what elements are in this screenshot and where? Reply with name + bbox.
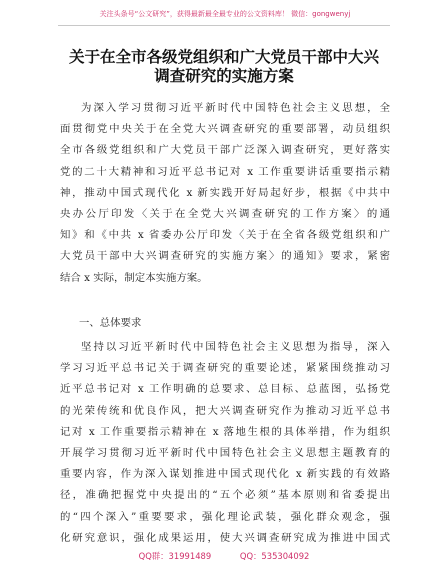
paragraph-line: 学习习近平总书记关于调查研究的重要论述，紧紧围绕推动习: [60, 362, 390, 375]
footer-qq: QQ：535304092: [239, 551, 310, 561]
paragraph-line: 开展学习贯彻习近平新时代中国特色社会主义思想主题教育的: [60, 446, 390, 459]
footer-qq-group: QQ群：31991489: [138, 551, 212, 561]
paragraph-line: 为深入学习贯彻习近平新时代中国特色社会主义思想，全: [81, 102, 390, 114]
paragraph-line: 径，准确把握党中央提出的“五个必须”基本原则和省委提出: [60, 489, 390, 502]
footer-contact: [0, 550, 448, 562]
header-banner: 关注头条号“公文研究”，获得最新最全最专业的公文资料库！ 微信：gongwenyj: [99, 10, 351, 18]
paragraph-line: 的光荣传统和优良作风，把大兴调查研究作为推动习近平总书: [60, 404, 390, 417]
paragraph-line: 神，推动中国式现代化 x 新实践开好局起好步，根据《中共中: [60, 186, 390, 199]
paragraph-line: 记对 x 工作重要指示精神在 x 落地生根的具体举措，作为组织: [60, 425, 390, 438]
paragraph-line: 党的二十大精神和习近平总书记对 x 工作重要讲话重要指示精: [60, 165, 390, 178]
paragraph-line: 知》和《中共 x 省委办公厅印发〈关于在全省各级党组织和广: [60, 229, 390, 242]
general-requirements-paragraph: [60, 337, 390, 549]
intro-paragraph: [60, 98, 390, 289]
title-line: 关于在全市各级党组织和广大党员干部中大兴: [68, 48, 379, 66]
paragraph-line: 央办公厅印发〈关于在全党大兴调查研究的工作方案〉的通: [60, 207, 390, 220]
paragraph-line: 全市各级党组织和广大党员干部广泛深入调查研究，更好落实: [60, 144, 390, 157]
title-line: 调查研究的实施方案: [154, 67, 294, 85]
paragraph-line: 重要内容，作为深入谋划推进中国式现代化 x 新实践的有效路: [60, 468, 390, 481]
paragraph-line: 近平总书记对 x 工作明确的总要求、总目标、总蓝图，弘扬党: [60, 383, 390, 396]
paragraph-line: 的“四个深入”重要要求，强化理论武装，强化群众观念，强: [60, 510, 390, 523]
paragraph-line: 面贯彻党中央关于在全党大兴调查研究的重要部署，动员组织: [60, 123, 390, 136]
paragraph-line: 化研究意识，强化成果运用，使大兴调查研究成为推进中国式: [60, 531, 390, 544]
document-title: [52, 48, 396, 86]
header-divider: [58, 25, 390, 26]
section-heading: 一、总体要求: [79, 317, 142, 329]
paragraph-line: 结合 x 实际，制定本实施方案。: [60, 271, 208, 284]
paragraph-line: 大党员干部中大兴调查研究的实施方案〉的通知》要求，紧密: [60, 250, 390, 263]
paragraph-line: 坚持以习近平新时代中国特色社会主义思想为指导，深入: [81, 341, 390, 353]
